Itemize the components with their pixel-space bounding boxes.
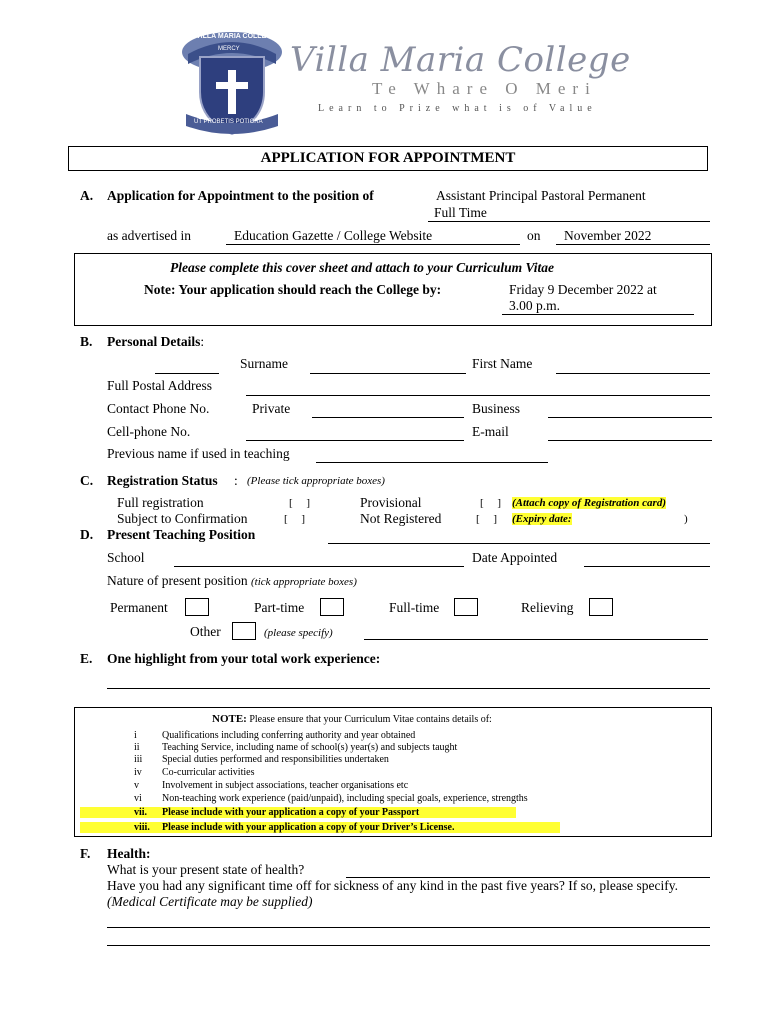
note-item-number: v (134, 780, 139, 791)
personal-details-heading: Personal Details (107, 334, 201, 349)
advertised-label: as advertised in (107, 228, 191, 243)
section-b-letter: B. (80, 334, 93, 349)
section-c-colon: : (234, 473, 238, 488)
sickness-field-1[interactable] (107, 927, 710, 928)
position-line[interactable] (428, 221, 710, 222)
nature-hint: (tick appropriate boxes) (250, 576, 357, 588)
crest-mercy-text: MERCY (218, 46, 240, 52)
advertised-line[interactable] (226, 244, 520, 245)
note-item-text: Teaching Service, including name of school(s) year(s) and subjects taught (162, 742, 458, 753)
note-item-text: Qualifications including conferring authority and year obtained (162, 730, 416, 741)
other-label: Other (190, 624, 221, 639)
note-item-text: Special duties performed and responsibilities undertaken (162, 754, 389, 765)
relieving-checkbox[interactable] (589, 598, 613, 616)
crest-banner-text: UT PROBETIS POTIORA (194, 119, 263, 125)
note-item-text: Involvement in subject associations, teacher organisations etc (162, 780, 409, 791)
cover-instruction: Please complete this cover sheet and attach to your Curriculum Vitae (170, 260, 554, 275)
college-motto: Learn to Prize what is of Value (318, 103, 597, 114)
other-checkbox[interactable] (232, 622, 256, 640)
section-a-label: Application for Appointment to the position of (107, 188, 374, 203)
section-e-label: One highlight from your total work experience: (107, 651, 381, 666)
email-label: E-mail (472, 424, 509, 439)
highlight-field[interactable] (107, 688, 710, 689)
contact-label: Contact Phone No. (107, 401, 210, 416)
nature-label (107, 573, 357, 589)
business-phone-field[interactable] (548, 417, 712, 418)
crest-top-text: VILLA MARIA COLLEGE (196, 33, 277, 40)
note-item-text: Non-teaching work experience (paid/unpaid), including special goals, experience, strengths (162, 793, 528, 804)
deadline-line[interactable] (502, 314, 694, 315)
permanent-checkbox[interactable] (185, 598, 209, 616)
section-d-letter: D. (80, 527, 94, 542)
note-item (134, 754, 389, 765)
note-item (80, 822, 560, 833)
note-item-number: iii (134, 754, 143, 765)
provisional-label: Provisional (360, 495, 422, 510)
cell-label: Cell-phone No. (107, 424, 191, 439)
section-f-letter: F. (80, 846, 91, 861)
section-c-label: Registration Status (107, 473, 218, 488)
note-item-text: Please include with your application a copy of your Driver’s License. (162, 822, 455, 833)
date-value: November 2022 (564, 228, 652, 243)
section-c-hint: (Please tick appropriate boxes) (247, 475, 385, 487)
specify-hint: (please specify) (264, 627, 333, 639)
first-name-label: First Name (472, 356, 533, 371)
deadline-line2: 3.00 p.m. (509, 298, 561, 313)
section-e-letter: E. (80, 651, 93, 666)
attach-note: (Attach copy of Registration card) (512, 497, 666, 509)
note-item-number: iv (134, 767, 142, 778)
note-item-number: ii (134, 742, 140, 753)
surname-label: Surname (240, 356, 288, 371)
postal-field[interactable] (246, 395, 710, 396)
note-item (134, 793, 528, 804)
nature-text: Nature of present position (107, 573, 248, 588)
college-crest (180, 22, 285, 140)
subject-confirmation-checkbox[interactable]: [ ] (284, 513, 306, 525)
part-time-label: Part-time (254, 600, 305, 615)
provisional-checkbox[interactable]: [ ] (480, 497, 502, 509)
school-label: School (107, 550, 145, 565)
first-name-field[interactable] (556, 373, 710, 374)
position-line2: Full Time (434, 205, 487, 220)
part-time-checkbox[interactable] (320, 598, 344, 616)
note-item-number: viii. (134, 822, 150, 833)
previous-name-label: Previous name if used in teaching (107, 446, 290, 461)
note-label: NOTE: (212, 713, 247, 725)
title-field[interactable] (155, 373, 219, 374)
other-specify-field[interactable] (364, 639, 708, 640)
previous-name-field[interactable] (316, 462, 548, 463)
college-subtitle: Te Whare O Meri (372, 79, 597, 98)
subject-confirmation-label: Subject to Confirmation (117, 511, 248, 526)
note-item (134, 730, 415, 741)
note-item (134, 742, 457, 753)
note-heading (212, 713, 492, 725)
position-title-field[interactable] (328, 543, 710, 544)
note-item-number: vii. (134, 807, 148, 818)
section-c-letter: C. (80, 473, 94, 488)
section-b-label (107, 334, 204, 350)
college-name: Villa Maria College (290, 40, 631, 80)
full-registration-label: Full registration (117, 495, 204, 510)
full-registration-checkbox[interactable]: [ ] (289, 497, 311, 509)
expiry-field[interactable]: ) (684, 513, 688, 525)
personal-details-colon: : (200, 334, 205, 349)
note-intro: Please ensure that your Curriculum Vitae contains details of: (249, 714, 492, 725)
private-phone-field[interactable] (312, 417, 464, 418)
note-item-text: Co-curricular activities (162, 767, 255, 778)
note-item (134, 767, 254, 778)
sickness-question: Have you had any significant time off for sickness of any kind in the past five years? If so, please specify. (107, 878, 678, 893)
health-question: What is your present state of health? (107, 862, 305, 877)
section-d-label: Present Teaching Position (107, 527, 256, 542)
postal-label: Full Postal Address (107, 378, 213, 393)
note-item-text: Please include with your application a copy of your Passport (162, 807, 420, 818)
section-f-label: Health: (107, 846, 151, 861)
surname-field[interactable] (310, 373, 466, 374)
business-label: Business (472, 401, 521, 416)
sickness-field-2[interactable] (107, 945, 710, 946)
deadline-line1: Friday 9 December 2022 at (509, 282, 657, 297)
note-item-number: i (134, 730, 137, 741)
note-item (134, 780, 408, 791)
full-time-label: Full-time (389, 600, 440, 615)
note-item (80, 807, 516, 818)
not-registered-label: Not Registered (360, 511, 442, 526)
school-field[interactable] (174, 566, 464, 567)
permanent-label: Permanent (110, 600, 168, 615)
position-line1: Assistant Principal Pastoral Permanent (436, 188, 646, 203)
on-label: on (527, 228, 541, 243)
deadline-label: Note: Your application should reach the College by: (144, 282, 442, 297)
medical-note: (Medical Certificate may be supplied) (107, 894, 313, 909)
advertised-value: Education Gazette / College Website (234, 228, 433, 243)
section-a-letter: A. (80, 188, 94, 203)
email-field[interactable] (548, 440, 712, 441)
page-title: APPLICATION FOR APPOINTMENT (260, 150, 516, 166)
relieving-label: Relieving (521, 600, 574, 615)
cell-field[interactable] (246, 440, 464, 441)
date-appointed-label: Date Appointed (472, 550, 558, 565)
date-appointed-field[interactable] (584, 566, 710, 567)
note-item-number: vi (134, 793, 142, 804)
full-time-checkbox[interactable] (454, 598, 478, 616)
date-line[interactable] (556, 244, 710, 245)
not-registered-checkbox[interactable]: [ ] (476, 513, 498, 525)
private-label: Private (252, 401, 291, 416)
expiry-note: (Expiry date: (512, 513, 572, 525)
